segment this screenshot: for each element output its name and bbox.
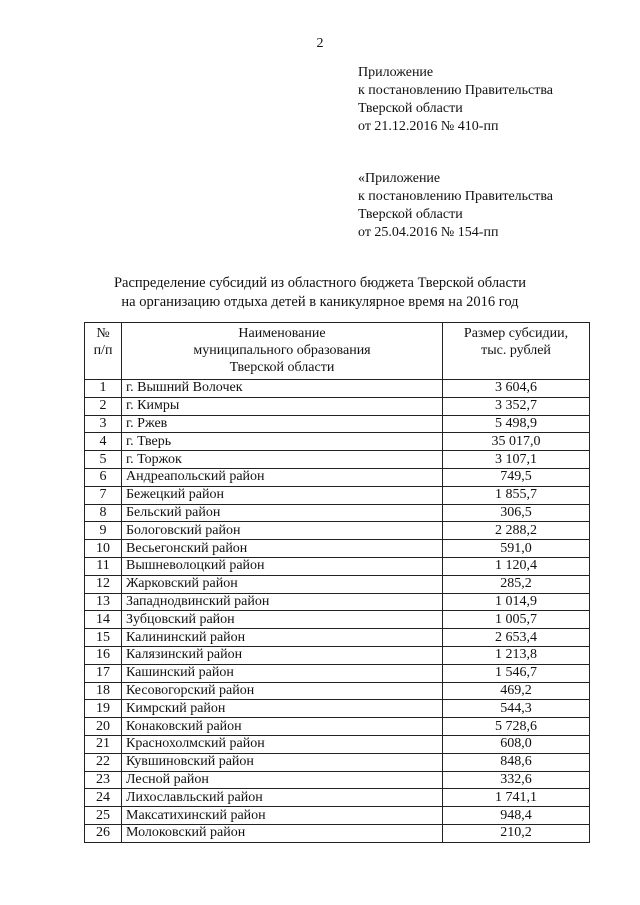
row-name: Андреапольский район: [122, 468, 443, 486]
table-row: [85, 540, 590, 558]
appendix-original-line: «Приложение: [358, 171, 441, 186]
appendix-original-line: Тверской области: [358, 207, 463, 222]
row-amount: 544,3: [443, 700, 590, 718]
row-amount: 1 741,1: [443, 789, 590, 807]
table-row: [85, 415, 590, 433]
row-number: 5: [85, 451, 122, 469]
row-name: Конаковский район: [122, 718, 443, 736]
table-row: [85, 824, 590, 842]
table-row: [85, 451, 590, 469]
row-number: 14: [85, 611, 122, 629]
row-amount: 1 855,7: [443, 486, 590, 504]
row-number: 22: [85, 753, 122, 771]
table-row: [85, 753, 590, 771]
header-amount-line: тыс. рублей: [481, 343, 551, 358]
row-name: Молоковский район: [122, 824, 443, 842]
row-amount: 3 352,7: [443, 397, 590, 415]
row-name: Лихославльский район: [122, 789, 443, 807]
row-amount: 3 107,1: [443, 451, 590, 469]
appendix-current-line: от 21.12.2016 № 410-пп: [358, 119, 499, 134]
header-num-line: п/п: [93, 343, 113, 358]
row-amount: 332,6: [443, 771, 590, 789]
row-number: 10: [85, 540, 122, 558]
header-num: [85, 323, 122, 380]
row-amount: 1 120,4: [443, 557, 590, 575]
table-row: [85, 486, 590, 504]
appendix-original: [358, 170, 553, 242]
row-amount: 1 546,7: [443, 664, 590, 682]
row-name: Бельский район: [122, 504, 443, 522]
appendix-original-line: к постановлению Правительства: [358, 189, 554, 204]
row-number: 24: [85, 789, 122, 807]
table-row: [85, 682, 590, 700]
row-amount: 285,2: [443, 575, 590, 593]
appendix-current-line: Приложение: [358, 65, 434, 80]
header-amount-line: Размер субсидии,: [463, 326, 569, 341]
row-number: 3: [85, 415, 122, 433]
table-row: [85, 735, 590, 753]
row-name: Кесовогорский район: [122, 682, 443, 700]
table-row: [85, 771, 590, 789]
row-number: 1: [85, 380, 122, 398]
row-number: 9: [85, 522, 122, 540]
row-name: Калининский район: [122, 629, 443, 647]
row-name: Жарковский район: [122, 575, 443, 593]
row-name: Бежецкий район: [122, 486, 443, 504]
table-row: [85, 718, 590, 736]
row-name: г. Кимры: [122, 397, 443, 415]
row-amount: 948,4: [443, 807, 590, 825]
row-amount: 35 017,0: [443, 433, 590, 451]
table-row: [85, 789, 590, 807]
row-name: Весьегонский район: [122, 540, 443, 558]
row-name: Калязинский район: [122, 646, 443, 664]
table-row: [85, 433, 590, 451]
row-name: Бологовский район: [122, 522, 443, 540]
row-number: 8: [85, 504, 122, 522]
row-amount: 210,2: [443, 824, 590, 842]
row-number: 26: [85, 824, 122, 842]
row-number: 19: [85, 700, 122, 718]
table-row: [85, 504, 590, 522]
row-name: Западнодвинский район: [122, 593, 443, 611]
subsidies-table: [84, 322, 590, 843]
row-number: 15: [85, 629, 122, 647]
row-amount: 608,0: [443, 735, 590, 753]
table-row: [85, 575, 590, 593]
appendix-current-line: к постановлению Правительства: [358, 83, 554, 98]
row-name: г. Ржев: [122, 415, 443, 433]
row-amount: 5 728,6: [443, 718, 590, 736]
table-row: [85, 468, 590, 486]
row-name: г. Торжок: [122, 451, 443, 469]
row-amount: 306,5: [443, 504, 590, 522]
row-name: Максатихинский район: [122, 807, 443, 825]
row-amount: 2 653,4: [443, 629, 590, 647]
row-amount: 469,2: [443, 682, 590, 700]
row-amount: 591,0: [443, 540, 590, 558]
title-line: на организацию отдыха детей в каникулярное время на 2016 год: [121, 294, 519, 310]
table-row: [85, 700, 590, 718]
table-row: [85, 522, 590, 540]
row-number: 20: [85, 718, 122, 736]
table-row: [85, 664, 590, 682]
appendix-original-line: от 25.04.2016 № 154-пп: [358, 225, 499, 240]
row-number: 12: [85, 575, 122, 593]
row-amount: 5 498,9: [443, 415, 590, 433]
row-name: Кувшиновский район: [122, 753, 443, 771]
title-line: Распределение субсидий из областного бюджета Тверской области: [113, 275, 527, 291]
row-number: 11: [85, 557, 122, 575]
header-name-line: Тверской области: [229, 360, 335, 375]
row-number: 23: [85, 771, 122, 789]
row-number: 2: [85, 397, 122, 415]
document-title: [0, 274, 640, 312]
header-num-line: №: [96, 326, 110, 341]
row-number: 16: [85, 646, 122, 664]
header-name: [122, 323, 443, 380]
row-number: 7: [85, 486, 122, 504]
appendix-current-line: Тверской области: [358, 101, 463, 116]
table-row: [85, 557, 590, 575]
row-name: г. Тверь: [122, 433, 443, 451]
row-number: 13: [85, 593, 122, 611]
row-amount: 3 604,6: [443, 380, 590, 398]
table-row: [85, 593, 590, 611]
table-row: [85, 629, 590, 647]
appendix-current: [358, 64, 553, 136]
row-name: Лесной район: [122, 771, 443, 789]
header-name-line: Наименование: [238, 326, 326, 341]
row-name: Вышневолоцкий район: [122, 557, 443, 575]
row-amount: 749,5: [443, 468, 590, 486]
row-amount: 1 014,9: [443, 593, 590, 611]
table-row: [85, 807, 590, 825]
header-name-line: муниципального образования: [193, 343, 371, 358]
row-name: Зубцовский район: [122, 611, 443, 629]
row-amount: 848,6: [443, 753, 590, 771]
row-amount: 2 288,2: [443, 522, 590, 540]
row-name: Краснохолмский район: [122, 735, 443, 753]
row-amount: 1 005,7: [443, 611, 590, 629]
row-number: 6: [85, 468, 122, 486]
row-name: Кимрский район: [122, 700, 443, 718]
page-number: 2: [316, 36, 324, 51]
row-amount: 1 213,8: [443, 646, 590, 664]
table-header-row: [85, 323, 590, 380]
row-number: 4: [85, 433, 122, 451]
table-row: [85, 380, 590, 398]
header-amount: [443, 323, 590, 380]
table-row: [85, 611, 590, 629]
row-number: 18: [85, 682, 122, 700]
row-number: 17: [85, 664, 122, 682]
row-number: 25: [85, 807, 122, 825]
row-number: 21: [85, 735, 122, 753]
row-name: г. Вышний Волочек: [122, 380, 443, 398]
row-name: Кашинский район: [122, 664, 443, 682]
table-row: [85, 397, 590, 415]
table-row: [85, 646, 590, 664]
table-body: [85, 380, 590, 843]
